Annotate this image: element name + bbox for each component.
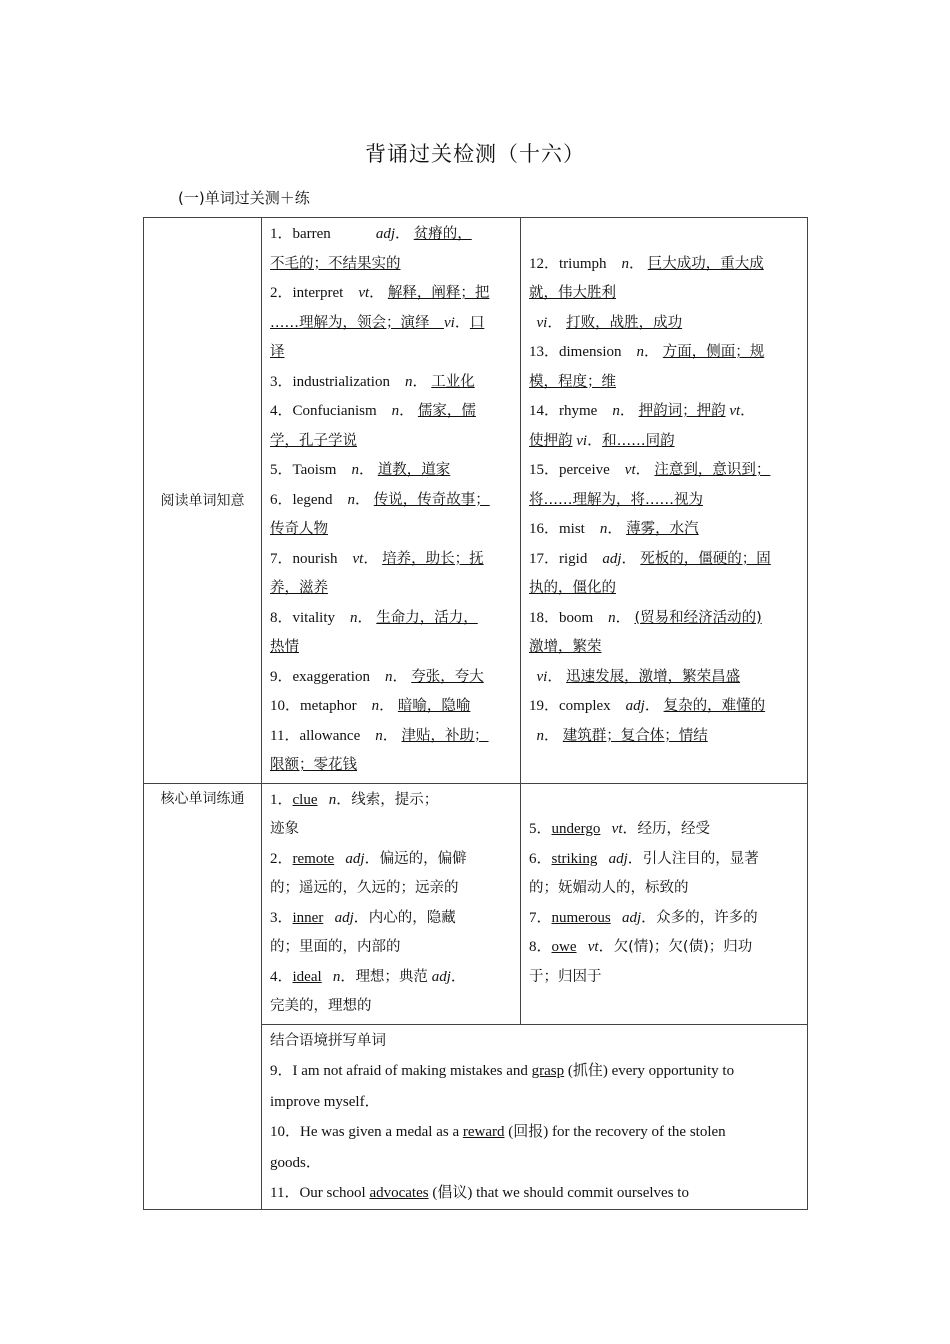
- core-label: 核心单词练通: [144, 783, 262, 1209]
- separator: ．: [354, 491, 374, 508]
- definition-answer: 暗喻，隐喻: [397, 698, 471, 714]
- separator: ．: [379, 698, 398, 714]
- definition-answer: 培养，助长；抚: [382, 550, 484, 567]
- separator: ．: [353, 909, 369, 926]
- core-line: [529, 815, 799, 845]
- spacer: [334, 851, 345, 867]
- indent: [529, 315, 537, 331]
- indent: [529, 728, 537, 744]
- reading-row: [144, 218, 808, 784]
- core-left-cell: [262, 783, 521, 1024]
- vocab-word: 13．dimension: [529, 344, 637, 360]
- part-of-speech: n: [636, 344, 644, 360]
- sentence-10-cont: goods．: [270, 1154, 321, 1171]
- definition-answer: 传说，传奇故事；: [373, 491, 490, 508]
- part-of-speech: n: [404, 373, 413, 390]
- definition-answer: 译: [270, 344, 285, 360]
- vocab-word: 17．rigid: [529, 550, 603, 567]
- definition-answer: 口: [469, 314, 485, 331]
- separator: ．: [587, 432, 603, 449]
- core-line: [270, 845, 512, 875]
- part-of-speech: vt: [352, 550, 364, 567]
- part-of-speech: n: [347, 491, 355, 508]
- vocab-line: [270, 515, 512, 545]
- definition-answer: 执的，僵化的: [529, 580, 616, 596]
- item-number: 2．: [270, 850, 293, 867]
- definition: 线索，提示；: [351, 791, 439, 808]
- core-line: [529, 933, 799, 963]
- part-of-speech: n: [332, 968, 341, 985]
- core-left-list: [262, 784, 520, 1024]
- core-row: [144, 783, 808, 1024]
- core-word-answer: ideal: [292, 968, 322, 985]
- separator: ．: [364, 850, 380, 867]
- vocab-word: 4．Confucianism: [270, 403, 392, 419]
- reading-left-list: [262, 218, 520, 783]
- item-number: 4．: [270, 968, 293, 985]
- definition-answer: 就，伟大胜利: [529, 285, 616, 301]
- separator: ．: [740, 403, 756, 419]
- reading-label: 阅读单词知意: [144, 218, 262, 784]
- core-word-answer: numerous: [551, 909, 611, 926]
- definition-answer: 迅速发展，激增，繁荣昌盛: [566, 668, 741, 685]
- core-line: [270, 963, 512, 993]
- vocab-line: [529, 663, 799, 693]
- part-of-speech: vt: [729, 403, 741, 419]
- core-line: [529, 845, 799, 875]
- spacer: [318, 792, 329, 808]
- vocab-line: [529, 604, 799, 634]
- definition-answer: 津贴，补助；: [401, 727, 489, 744]
- definition-answer: 解释，阐释；把: [387, 285, 490, 301]
- reading-right-cell: [521, 218, 808, 784]
- part-of-speech: n: [350, 609, 358, 626]
- definition-answer: (贸易和经济活动的): [634, 609, 762, 626]
- part-of-speech: n: [371, 698, 380, 714]
- vocab-line: [270, 250, 512, 280]
- separator: ．: [544, 727, 563, 744]
- definition-continued: 的；遥远的，久远的；远亲的: [270, 880, 459, 896]
- vocab-word: 9．exaggeration: [270, 668, 385, 685]
- part-of-speech: n: [384, 668, 393, 685]
- part-of-speech: n: [375, 727, 383, 744]
- part-of-speech: n: [608, 609, 616, 626]
- vocab-line: [529, 574, 799, 604]
- separator: ．: [363, 550, 383, 567]
- separator: ．: [629, 255, 648, 272]
- part-of-speech: adj: [375, 226, 395, 242]
- vocab-line: [270, 633, 512, 663]
- definition-answer: 热情: [270, 639, 299, 655]
- separator: ．: [358, 462, 378, 478]
- definition: 内心的，隐藏: [368, 909, 456, 926]
- definition-answer: 方面，侧面；规: [662, 344, 765, 360]
- definition-answer: 死板的，僵硬的；固: [640, 550, 771, 567]
- spacer: [577, 939, 588, 955]
- part-of-speech: vt: [587, 939, 599, 955]
- definition-answer: 复杂的，难懂的: [663, 698, 766, 714]
- vocab-line: [529, 368, 799, 398]
- separator: ．: [635, 462, 655, 478]
- definition-continued: 迹象: [270, 821, 299, 837]
- vocab-line: [270, 663, 512, 693]
- separator: ．: [382, 727, 402, 744]
- part-of-speech: n: [599, 521, 608, 537]
- vocab-word: 15．perceive: [529, 462, 625, 478]
- definition-answer: 巨大成功，重大成: [647, 255, 764, 272]
- definition-answer: 夸张，夸大: [411, 668, 484, 685]
- definition-continued: 的；妩媚动人的，标致的: [529, 880, 689, 896]
- reading-left-cell: [262, 218, 521, 784]
- vocab-line: [270, 368, 512, 398]
- vocab-word: 2．interpret: [270, 285, 359, 301]
- vocab-line: [270, 604, 512, 634]
- item-number: 1．: [270, 791, 293, 808]
- part-of-speech: vi: [444, 314, 455, 331]
- separator: ．: [615, 609, 635, 626]
- answer-10: reward: [462, 1124, 505, 1140]
- separator: ．: [622, 821, 638, 837]
- definition-answer: 和……同韵: [602, 432, 675, 449]
- vocab-line: [270, 279, 512, 309]
- definition-continued: 的；里面的，内部的: [270, 939, 401, 955]
- separator: ．: [412, 373, 432, 390]
- vocab-line: [270, 338, 512, 368]
- item-number: 3．: [270, 909, 293, 926]
- context-heading: 结合语境拼写单词: [270, 1032, 386, 1049]
- vocab-word: 11．allowance: [270, 727, 376, 744]
- context-cell: [262, 1024, 808, 1209]
- part-of-speech: vi: [536, 668, 548, 685]
- part-of-speech: n: [351, 462, 359, 478]
- vocab-word: 10．metaphor: [270, 698, 372, 714]
- part-of-speech: vt: [358, 285, 370, 301]
- vocab-word: 3．industrialization: [270, 373, 405, 390]
- separator: ．: [340, 968, 356, 985]
- part-of-speech: n: [536, 727, 544, 744]
- separator: ．: [547, 668, 567, 685]
- definition-answer: 建筑群；复合体；情结: [562, 727, 708, 744]
- definition-answer: 不毛的；不结果实的: [270, 255, 401, 272]
- definition: 欠(情)；欠(债)；归功: [613, 939, 753, 955]
- definition-answer: 将……理解为，将……视为: [529, 491, 703, 508]
- sentence-10: 10．He was given a medal as a reward (回报) for the recovery of the stolen: [270, 1124, 726, 1140]
- definition-answer: 薄雾，水汽: [626, 521, 699, 537]
- spacer: [611, 910, 622, 926]
- part-of-speech: adj: [602, 550, 622, 567]
- vocab-word: 5．Taoism: [270, 462, 352, 478]
- sentence-9: 9．I am not afraid of making mistakes and grasp (抓住) every opportunity to: [270, 1063, 735, 1079]
- definition-answer: 激增，繁荣: [529, 639, 602, 655]
- vocab-line: [529, 338, 799, 368]
- core-line: [270, 786, 512, 816]
- separator: ．: [369, 285, 388, 301]
- core-line: [270, 904, 512, 934]
- part-of-speech: vi: [536, 314, 548, 331]
- part-of-speech: n: [391, 403, 400, 419]
- definition-answer: 传奇人物: [270, 521, 328, 537]
- definition-continued: 完美的，理想的: [270, 998, 372, 1014]
- spacer: [322, 969, 333, 985]
- definition: 众多的，许多的: [656, 909, 758, 926]
- definition: 偏远的，偏僻: [379, 850, 467, 867]
- core-right-list: [521, 784, 807, 995]
- spacer: [323, 910, 334, 926]
- definition-answer: 生命力，活力，: [376, 609, 478, 626]
- separator: ．: [644, 344, 663, 360]
- separator: ．: [392, 668, 412, 685]
- vocab-line: [270, 545, 512, 575]
- page-title: 背诵过关检测（十六）: [365, 142, 585, 166]
- core-word-answer: striking: [551, 850, 598, 867]
- part-of-speech: adj: [345, 850, 365, 867]
- separator: ．: [336, 791, 352, 808]
- vocab-word: 14．rhyme: [529, 403, 613, 419]
- separator: ．: [394, 226, 414, 242]
- vocab-line: [529, 515, 799, 545]
- part-of-speech: n: [621, 255, 629, 272]
- vocab-line: [270, 722, 512, 752]
- part-of-speech: adj: [621, 909, 642, 926]
- definition-answer: 贫瘠的，: [413, 226, 472, 242]
- definition-answer: 模，程度；维: [529, 373, 616, 390]
- vocab-line: [529, 692, 799, 722]
- definition: 引人注目的，显著: [642, 850, 759, 867]
- spacer: [597, 851, 608, 867]
- vocab-line: [270, 692, 512, 722]
- vocab-line: [270, 751, 512, 781]
- separator: ．: [607, 521, 627, 537]
- vocab-line: [529, 250, 799, 280]
- core-line: [529, 904, 799, 934]
- separator: ．: [644, 698, 664, 714]
- vocab-line: [529, 427, 799, 457]
- separator: ．: [357, 609, 377, 626]
- part-of-speech: n: [612, 403, 620, 419]
- answer-11: advocates: [369, 1185, 429, 1201]
- definition-answer: 道教，道家: [377, 462, 451, 478]
- reading-right-list: [521, 218, 807, 753]
- answer-9: grasp: [531, 1063, 565, 1079]
- separator: ．: [454, 314, 470, 331]
- vocab-line: [270, 397, 512, 427]
- section-subtitle: (一)单词过关测＋练: [178, 189, 310, 207]
- definition: 经历，经受: [637, 821, 710, 837]
- vocab-word: 7．nourish: [270, 550, 353, 567]
- part-of-speech: adj: [608, 850, 628, 867]
- part-of-speech: adj: [334, 909, 354, 926]
- vocab-line: [529, 397, 799, 427]
- vocab-line: [270, 486, 512, 516]
- definition-answer: 养，滋养: [270, 580, 328, 596]
- definition-answer: 使押韵: [529, 432, 573, 449]
- definition-answer: 儒家，儒: [417, 403, 476, 419]
- vocab-word: 16．mist: [529, 521, 600, 537]
- item-number: 5．: [529, 821, 552, 837]
- part-of-speech: vt: [611, 821, 623, 837]
- definition: 理想；典范: [355, 968, 428, 985]
- definition-answer: 学，孔子学说: [270, 432, 357, 449]
- vocab-line: [529, 456, 799, 486]
- vocab-line: [529, 722, 799, 752]
- part-of-speech: adj: [431, 968, 451, 985]
- separator: ．: [547, 314, 567, 331]
- vocab-line: [270, 427, 512, 457]
- separator: ．: [450, 968, 466, 985]
- vocab-line: [529, 309, 799, 339]
- core-word-answer: clue: [292, 791, 318, 808]
- part-of-speech: adj: [625, 698, 645, 714]
- vocab-line: [529, 279, 799, 309]
- vocab-word: 12．triumph: [529, 255, 622, 272]
- separator: ．: [619, 403, 639, 419]
- separator: ．: [598, 939, 614, 955]
- vocab-word: 6．legend: [270, 491, 348, 508]
- vocab-table: [143, 217, 808, 1210]
- item-number: 6．: [529, 850, 552, 867]
- definition-answer: 打败，战胜，成功: [566, 314, 683, 331]
- vocab-word: 18．boom: [529, 609, 609, 626]
- definition-continued: 于；归因于: [529, 968, 602, 985]
- vocab-line: [529, 486, 799, 516]
- definition-answer: 限额；零花钱: [270, 757, 357, 773]
- separator: ．: [641, 909, 657, 926]
- vocab-line: [529, 545, 799, 575]
- indent: [529, 669, 537, 685]
- item-number: 7．: [529, 909, 552, 926]
- definition-answer: 押韵词；押韵: [638, 403, 726, 419]
- vocab-line: [270, 309, 512, 339]
- core-word-answer: undergo: [551, 821, 601, 837]
- core-word-answer: remote: [292, 850, 335, 867]
- item-number: 8．: [529, 939, 552, 955]
- separator: ．: [621, 550, 641, 567]
- core-word-answer: owe: [551, 939, 577, 955]
- core-word-answer: inner: [292, 909, 324, 926]
- definition-answer: 工业化: [431, 373, 475, 390]
- spacer: [600, 821, 611, 837]
- vocab-word: 8．vitality: [270, 609, 350, 626]
- vocab-line: [270, 220, 512, 250]
- separator: ．: [627, 850, 643, 867]
- vocab-line: [529, 633, 799, 663]
- vocab-word: 1．barren: [270, 226, 376, 242]
- vocab-line: [270, 456, 512, 486]
- vocab-line: [270, 574, 512, 604]
- definition-answer: ……理解为，领会；演绎: [270, 314, 444, 331]
- part-of-speech: vt: [624, 462, 636, 478]
- part-of-speech: vi: [576, 432, 588, 449]
- definition-answer: 注意到，意识到；: [654, 462, 771, 478]
- sentence-9-cont: improve myself．: [270, 1093, 380, 1110]
- separator: ．: [399, 403, 418, 419]
- part-of-speech: n: [328, 791, 337, 808]
- core-right-cell: [521, 783, 808, 1024]
- vocab-word: 19．complex: [529, 698, 626, 714]
- sentence-11: 11．Our school advocates (倡议) that we should commit ourselves to: [270, 1185, 689, 1201]
